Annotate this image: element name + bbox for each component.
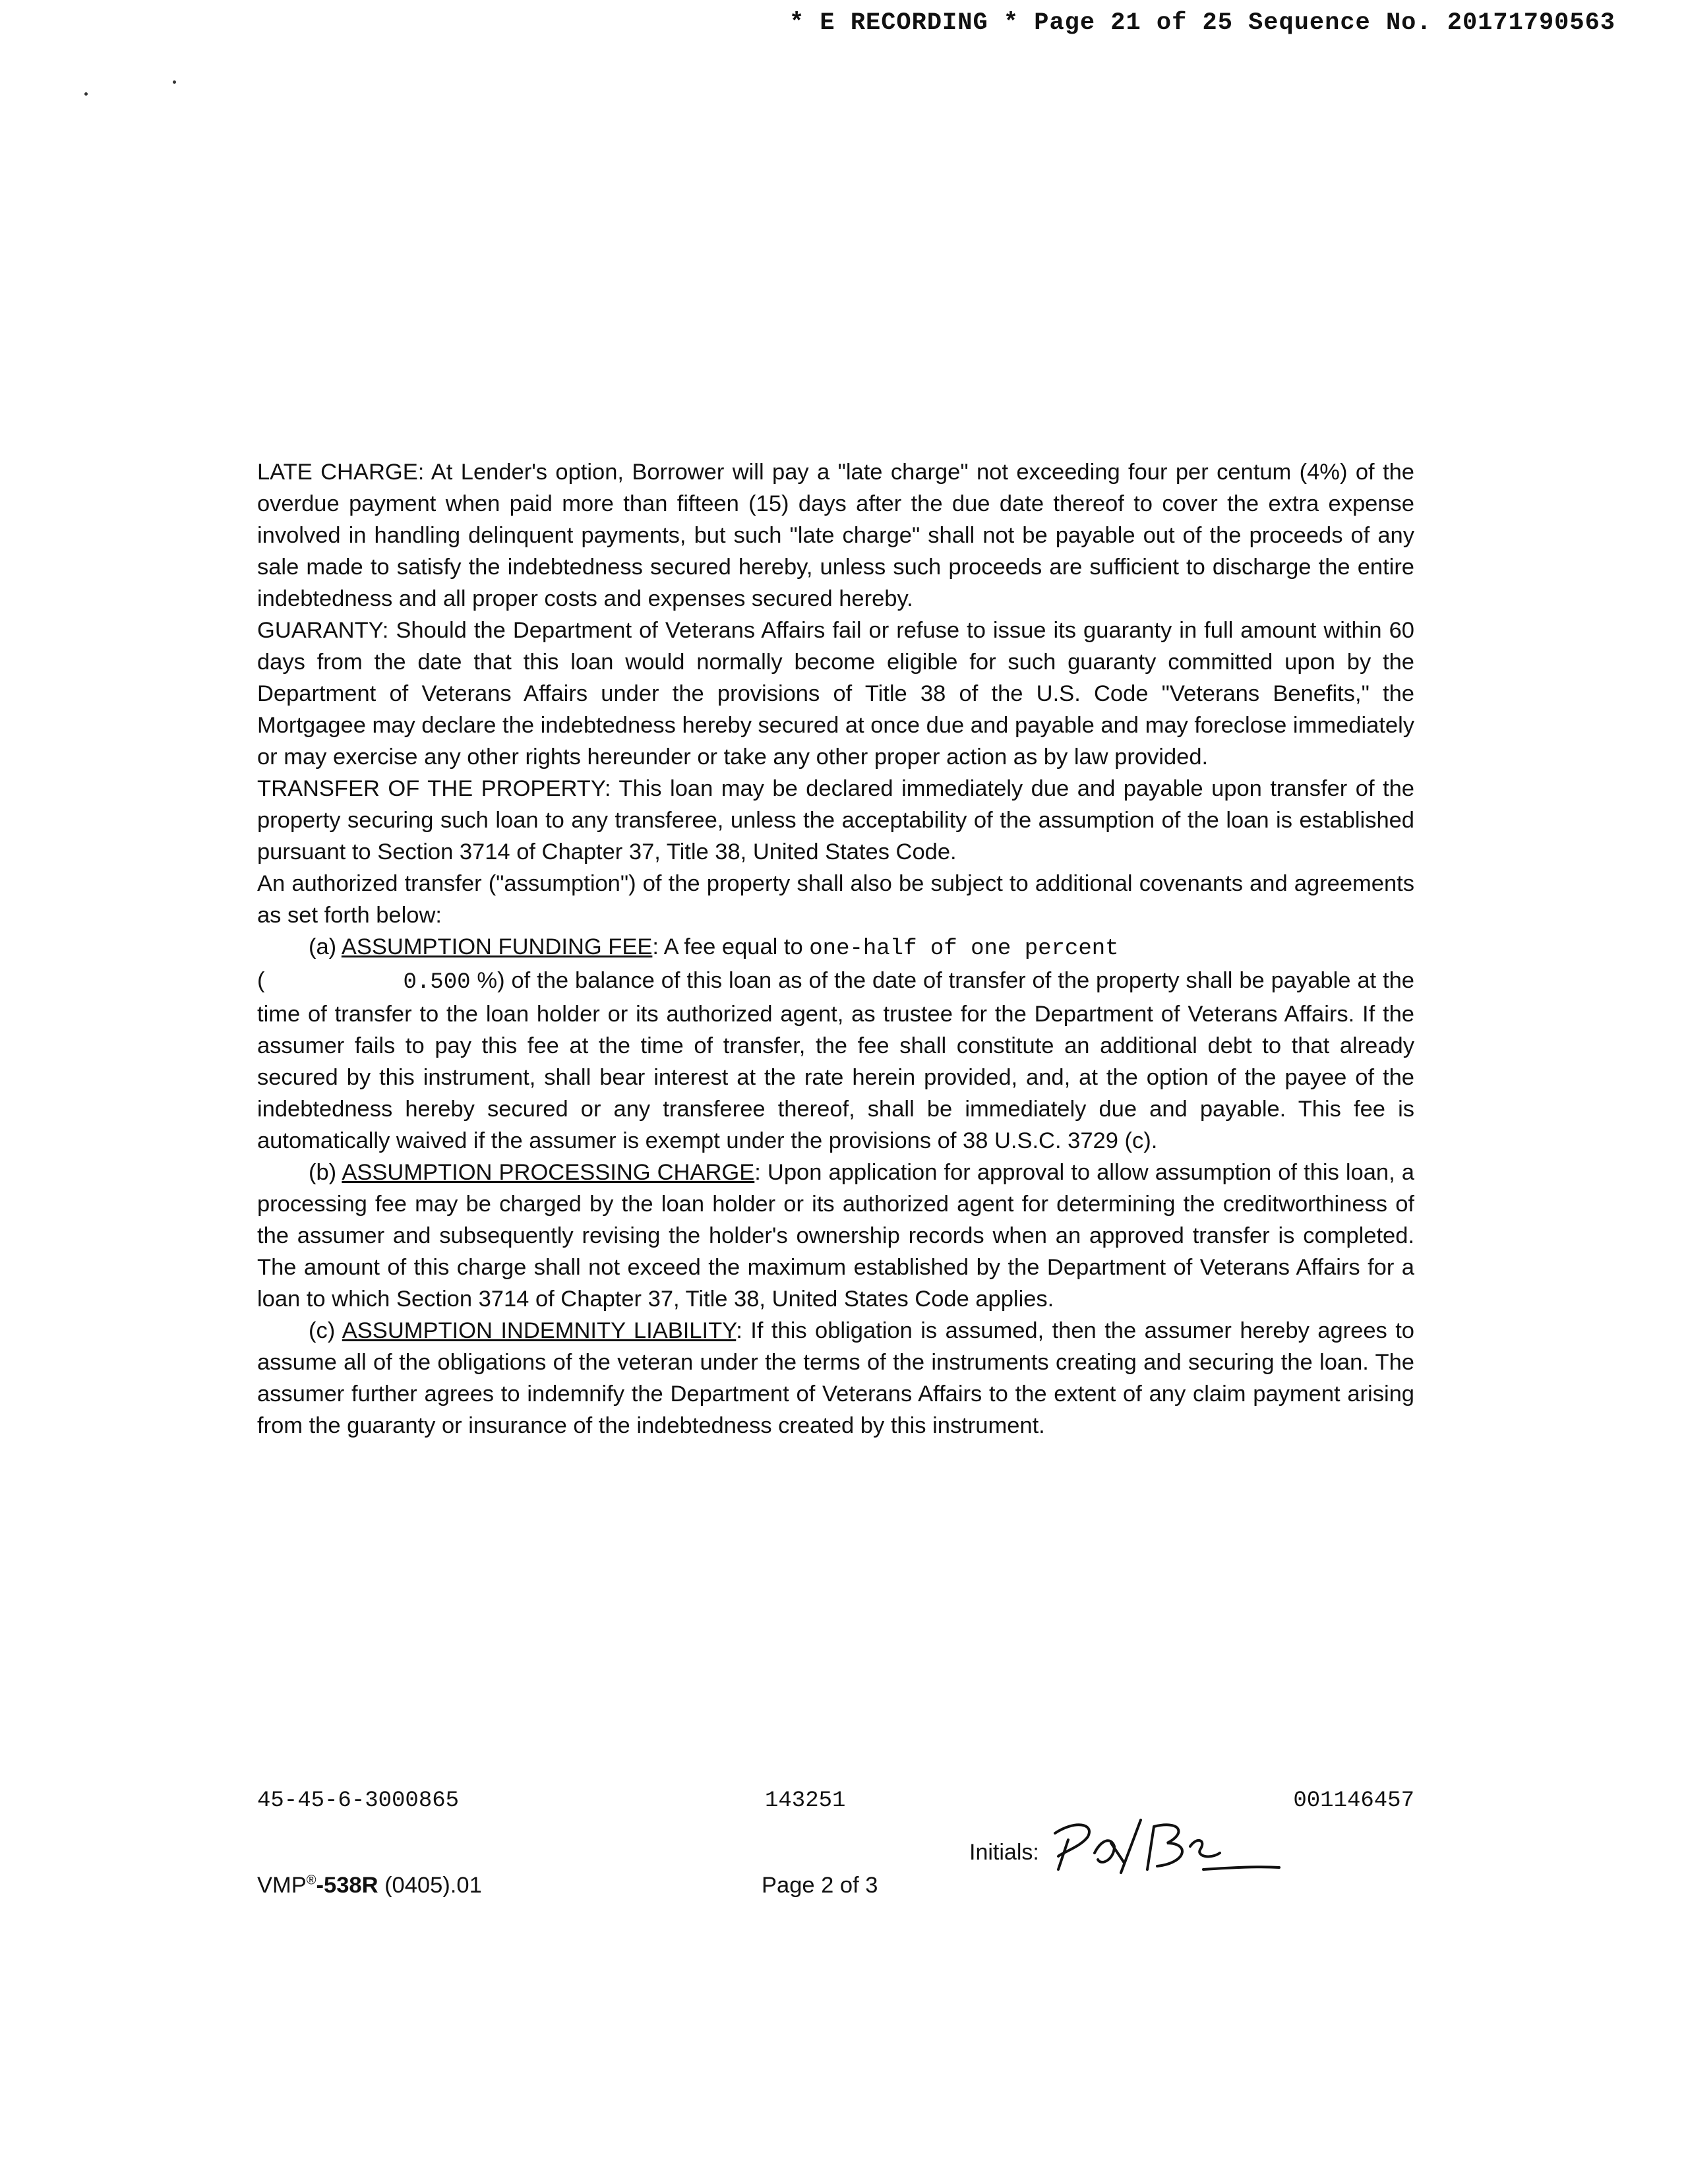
- loan-number: 001146457: [1293, 1788, 1414, 1813]
- authorized-transfer-paragraph: An authorized transfer ("assumption") of the property shall also be subject to additional covenants and agreements as set forth below:: [257, 871, 1414, 928]
- scan-speck: [84, 92, 88, 96]
- item-b-text: : Upon application for approval to allow assumption of this loan, a processing fee may be charged by the loan holder or its authorized agent for determining the creditworthiness of the assumer and subsequently revising the holder's ownership records when an approved transfer is completed. The amount of this charge shall not exceed the maximum established by the Department of Veterans Affairs for a loan to which Section 3714 of Chapter 37, Title 38, United States Code applies.: [257, 1160, 1414, 1312]
- fee-words: one-half of one percent: [809, 936, 1119, 961]
- item-a-heading: ASSUMPTION FUNDING FEE: [341, 934, 653, 959]
- item-b-heading: ASSUMPTION PROCESSING CHARGE: [342, 1160, 755, 1185]
- initials-label: Initials:: [969, 1840, 1039, 1865]
- form-prefix: VMP: [257, 1873, 307, 1898]
- form-revision: (0405).01: [378, 1873, 482, 1898]
- item-c-text: : If this obligation is assumed, then the assumer hereby agrees to assume all of the obligations of the veteran under the terms of the instruments creating and securing the loan. The assumer further agrees to indemnify the Department of Veterans Affairs to the extent of any claim payment arising from the guaranty or insurance of the indebtedness created by this instrument.: [257, 1318, 1414, 1438]
- item-c-heading: ASSUMPTION INDEMNITY LIABILITY: [342, 1318, 737, 1343]
- initials-signature: [1048, 1807, 1286, 1879]
- guaranty-paragraph: GUARANTY: Should the Department of Veterans Affairs fail or refuse to issue its guaranty in full amount within 60 days from the date that this loan would normally become eligible for such guaranty committed upon by the Department of Veterans Affairs under the provisions of Title 38 of the U.S. Code "Veterans Benefits," the Mortgagee may declare the indebtedness hereby secured at once due and payable and may foreclose immediately or may exercise any other rights hereunder or take any other proper action as by law provided.: [257, 618, 1414, 770]
- paren-open: (: [257, 968, 265, 993]
- form-number: [257, 1873, 482, 1898]
- item-b-paragraph: [257, 1157, 1414, 1315]
- form-code: -538R: [316, 1873, 378, 1898]
- item-c-paragraph: [257, 1315, 1414, 1441]
- form-reg-mark: ®: [306, 1873, 316, 1888]
- item-b-prefix: (b): [309, 1160, 342, 1185]
- late-charge-paragraph: LATE CHARGE: At Lender's option, Borrower will pay a "late charge" not exceeding four per centum (4%) of the overdue payment when paid more than fifteen (15) days after the due date thereof to cover the extra expense involved in handling delinquent payments, but such "late charge" shall not be payable out of the proceeds of any sale made to satisfy the indebtedness secured hereby, unless such proceeds are sufficient to discharge the entire indebtedness and all proper costs and expenses secured hereby.: [257, 460, 1414, 611]
- transfer-paragraph: TRANSFER OF THE PROPERTY: This loan may be declared immediately due and payable upon transfer of the property securing such loan to any transferee, unless the acceptability of the assumption of the loan is established pursuant to Section 3714 of Chapter 37, Title 38, United States Code.: [257, 776, 1414, 864]
- item-c-prefix: (c): [309, 1318, 342, 1343]
- fee-percent: 0.500: [403, 970, 471, 995]
- mid-number: 143251: [765, 1788, 846, 1813]
- page-number: Page 2 of 3: [762, 1873, 878, 1898]
- item-a-lead: [257, 931, 1414, 965]
- item-a-prefix: (a): [309, 934, 342, 959]
- loan-reference: 45-45-6-3000865: [257, 1788, 460, 1813]
- recording-stamp: * E RECORDING * Page 21 of 25 Sequence No. 20171790563: [789, 9, 1615, 37]
- document-body: [257, 456, 1414, 1441]
- item-a-text: %) of the balance of this loan as of the date of transfer of the property shall be payable at the time of transfer to the loan holder or its authorized agent, as trustee for the Department of Veterans Affairs. If the assumer fails to pay this fee at the time of transfer, the fee shall constitute an additional debt to that already secured by this instrument, shall bear interest at the rate herein provided, and, at the option of the payee of the indebtedness hereby secured or any transferee thereof, shall be immediately due and payable. This fee is automatically waived if the assumer is exempt under the provisions of 38 U.S.C. 3729 (c).: [257, 968, 1414, 1153]
- item-a-paragraph: [257, 965, 1414, 1157]
- scan-speck: [173, 80, 176, 84]
- item-a-lead-text: : A fee equal to: [652, 934, 810, 959]
